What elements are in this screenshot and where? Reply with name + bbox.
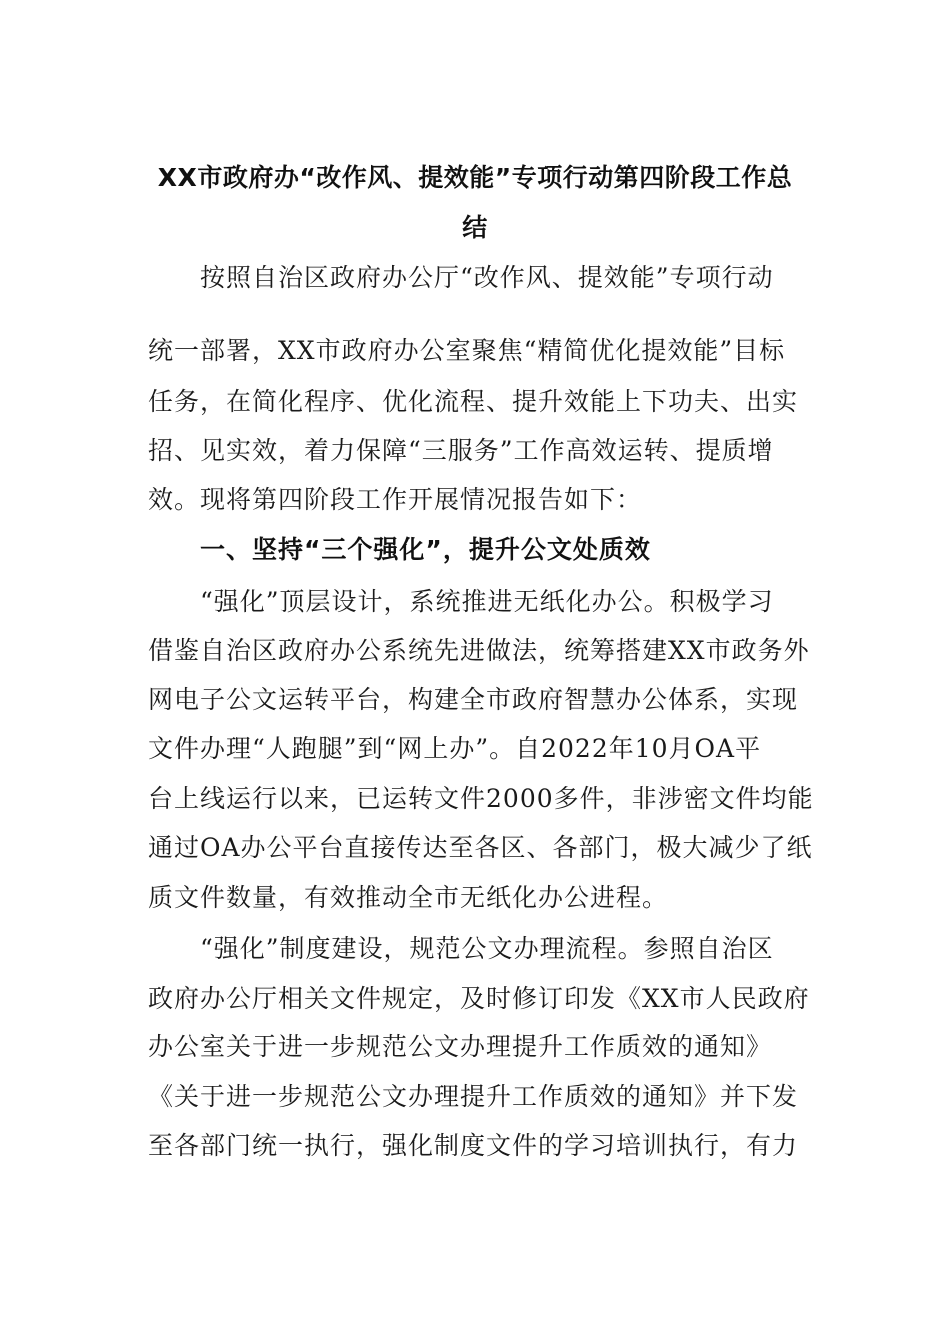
para-1-line-7: 质文件数量，有效推动全市无纸化办公进程。 [148, 883, 669, 912]
intro-line-3: 任务，在简化程序、优化流程、提升效能上下功夫、出实 [148, 387, 799, 416]
intro-line-4: 招、见实效，着力保障“三服务”工作高效运转、提质增 [148, 436, 774, 465]
para-2-line-1: “强化”制度建设，规范公文办理流程。参照自治区 [200, 934, 774, 963]
intro-line-5: 效。现将第四阶段工作开展情况报告如下： [148, 485, 643, 514]
para-1-line-3: 网电子公文运转平台，构建全市政府智慧办公体系，实现 [148, 685, 799, 714]
para-2-line-4: 《关于进一步规范公文办理提升工作质效的通知》并下发 [148, 1082, 799, 1111]
section-1-heading: 一、坚持“三个强化”，提升公文处质效 [200, 535, 651, 564]
para-2-line-3: 办公室关于进一步规范公文办理提升工作质效的通知》 [148, 1032, 773, 1061]
para-2-line-5: 至各部门统一执行，强化制度文件的学习培训执行，有力 [148, 1131, 799, 1160]
document-title-line-2: 结 [462, 213, 488, 242]
para-2-line-2: 政府办公厅相关文件规定，及时修订印发《XX市人民政府 [148, 984, 810, 1013]
intro-line-1: 按照自治区政府办公厅“改作风、提效能”专项行动 [200, 263, 774, 292]
para-1-line-5: 台上线运行以来，已运转文件2000多件，非涉密文件均能 [148, 784, 814, 813]
intro-line-2: 统一部署，XX市政府办公室聚焦“精简优化提效能”目标 [148, 336, 786, 365]
document-title-line-1: XX市政府办“改作风、提效能”专项行动第四阶段工作总 [157, 163, 793, 192]
para-1-line-4: 文件办理“人跑腿”到“网上办”。自2022年10月OA平 [148, 734, 762, 763]
para-1-line-2: 借鉴自治区政府办公系统先进做法，统筹搭建XX市政务外 [148, 636, 810, 665]
para-1-line-6: 通过OA办公平台直接传达至各区、各部门，极大减少了纸 [148, 833, 813, 862]
para-1-line-1: “强化”顶层设计，系统推进无纸化办公。积极学习 [200, 587, 774, 616]
